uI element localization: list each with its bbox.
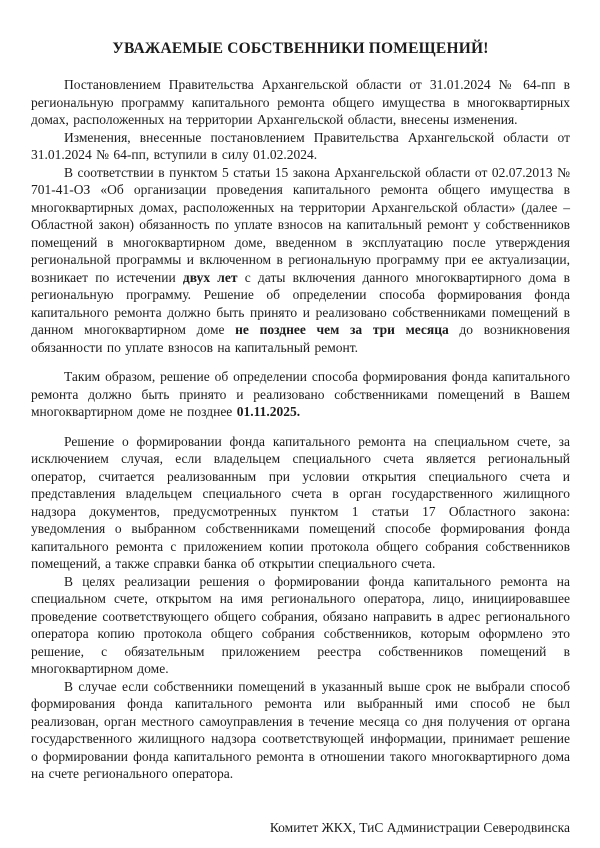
paragraph [31,573,570,678]
text-run: В соответствии в пунктом 5 статьи 15 закона Архангельской области от 02.07.2013 № 701-41-ОЗ «Об организации проведения капитального ремонта общего имущества в многоквартирных домах, расположенных на территории Архангельской области» (далее – Областной закон) обязанность по уплате взносов на капитальный ремонт у собственников помещений в многоквартирном доме, введенном в эксплуатацию после утверждения региональной программы и включенном в региональную программу при ее актуализации, возникает по истечении [31,164,570,285]
text-run: Изменения, внесенные постановлением Правительства Архангельской области от 31.01.2024 № 64-пп, вступили в силу 01.02.2024. [31,129,570,162]
text-run: Решение о формировании фонда капитального ремонта на специальном счете, за исключением случая, если владельцем специального счета является региональный оператор, считается реализованным при условии открытия специального счета и представления владельцем специального счета в орган государственного жилищного надзора документов, предусмотренных пунктом 1 статьи 17 Областного закона: уведомления о выбранном собственниками помещений способе формирования фонда капитального ремонта с приложением копии протокола общего собрания собственников помещений, а также справки банка об открытии специального счета. [31,433,570,571]
text-run: с даты включения данного многоквартирного дома в региональную программу. Решение об определении способа формирования фонда капитального ремонта должно быть принято и реализовано собственниками помещений в данном многоквартирном доме [31,269,570,337]
paragraph [31,368,570,421]
bold-text-run: не позднее чем за три месяца [235,322,449,337]
paragraph [31,129,570,164]
bold-text-run: 01.11.2025. [236,404,301,419]
paragraph [31,678,570,783]
text-run: Таким образом, решение об определении способа формирования фонда капитального ремонта должно быть принято и реализовано собственниками помещений в Вашем многоквартирном доме не позднее [31,369,570,419]
text-run: до возникновения обязанности по уплате взносов на капитальный ремонт. [31,322,570,355]
paragraph [31,164,570,357]
document-body [31,76,570,783]
text-run: Постановлением Правительства Архангельской области от 31.01.2024 № 64-пп в региональную программу капитального ремонта общего имущества в многоквартирных домах, расположенных на территории Архангельской области, внесены изменения. [31,77,570,127]
paragraph [31,76,570,129]
signature-line: Комитет ЖКХ, ТиС Администрации Северодвинска [269,819,570,835]
bold-text-run: двух лет [182,269,238,285]
text-run: В случае если собственники помещений в указанный выше срок не выбрали способ формирования фонда капитального ремонта или выбранный ими способ не был реализован, орган местного самоуправления в течение месяца со дня получения от органа государственного жилищного надзора соответствующей информации, принимает решение о формировании фонда капитального ремонта в отношении такого многоквартирного дома на счете регионального оператора. [31,678,570,781]
paragraph [31,433,570,573]
document-title: УВАЖАЕМЫЕ СОБСТВЕННИКИ ПОМЕЩЕНИЙ! [112,40,489,57]
text-run: В целях реализации решения о формировании фонда капитального ремонта на специальном счете, открытом на имя регионального оператора, лицо, инициировавшее проведение соответствующего общего собрания, обязано направить в адрес регионального оператора копию протокола общего собрания собственников, которым оформлено это решение, с обязательным приложением реестра собственников помещений в многоквартирном доме. [31,573,570,676]
